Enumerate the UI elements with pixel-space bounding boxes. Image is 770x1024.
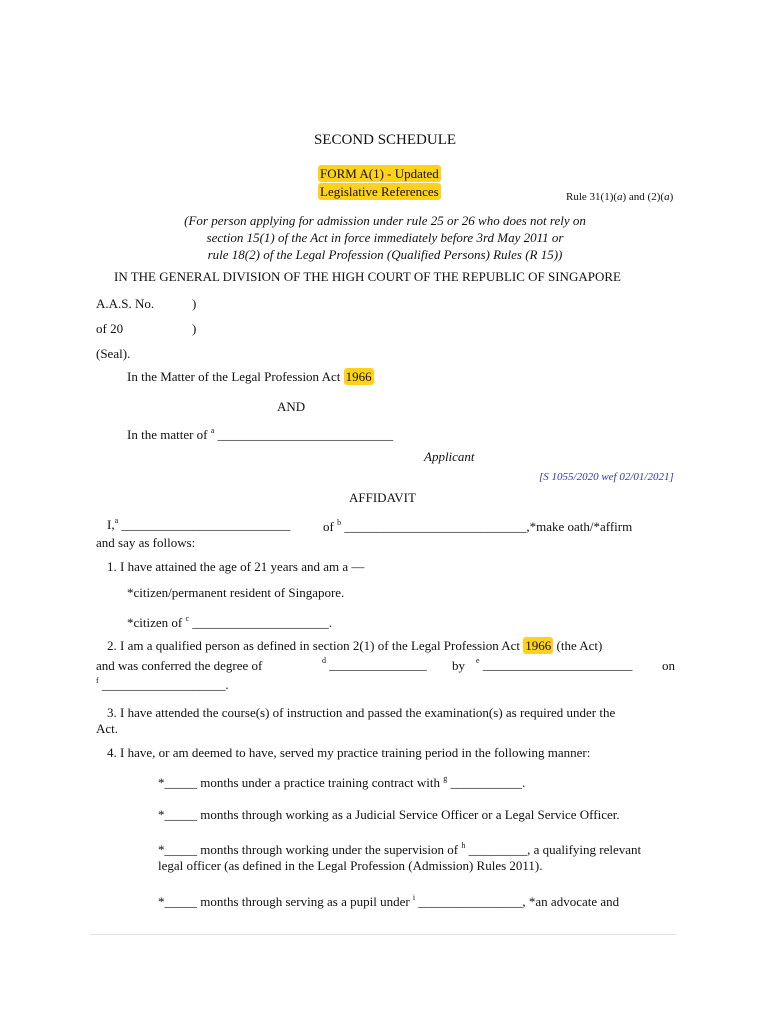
item-2-institution-blank: $^e$ _______________________	[476, 656, 633, 672]
act-year-highlight: 1966	[345, 369, 372, 384]
oath-line-2: and say as follows:	[96, 535, 196, 550]
amendment-reference: [S 1055/2020 wef 02/01/2021]	[539, 471, 674, 483]
item-4-option-3-cont: legal officer (as defined in the Legal Profession (Admission) Rules 2011).	[158, 858, 543, 873]
item-1-option-2: *citizen of $^c$ _____________________.	[127, 614, 333, 630]
item-1: 1. I have attained the age of 21 years and am a —	[107, 559, 365, 574]
item-4-option-1: *_____ months under a practice training contract with $^g$ ___________.	[158, 774, 526, 790]
item-2-by: by	[452, 658, 465, 673]
page-divider	[90, 934, 676, 935]
subtitle-line-3: rule 18(2) of the Legal Profession (Qualified Persons) Rules (R 15))	[207, 247, 563, 262]
act-year-highlight-2: 1966	[525, 638, 552, 653]
seal-label: (Seal).	[96, 346, 131, 361]
oath-i: I,$^a$ __________________________	[107, 516, 291, 532]
aas-number-label: A.A.S. No.	[96, 296, 155, 311]
rule-reference: Rule 31(1)(a) and (2)(a)	[566, 191, 674, 203]
subtitle-line-2: section 15(1) of the Act in force immediately before 3rd May 2011 or	[206, 230, 564, 245]
item-4: 4. I have, or am deemed to have, served my practice training period in the following manner:	[107, 745, 591, 760]
item-3-cont: Act.	[96, 721, 119, 736]
item-2-date-blank: $^f$ ___________________.	[96, 676, 229, 692]
form-title-line-1: FORM A(1) - Updated	[320, 166, 439, 181]
affidavit-title: AFFIDAVIT	[349, 490, 416, 505]
item-2-degree-blank: $^d$ _______________	[322, 656, 427, 672]
item-2-on: on	[662, 658, 675, 673]
schedule-title: SECOND SCHEDULE	[313, 132, 457, 148]
item-2: 2. I am a qualified person as defined in section 2(1) of the Legal Profession Act 1966 (the Act)	[107, 638, 603, 653]
item-4-option-2: *_____ months through working as a Judicial Service Officer or a Legal Service Officer.	[158, 807, 620, 822]
oath-of: of $^b$ ____________________________,*make oath/*affirm	[323, 518, 633, 534]
year-bracket: )	[192, 321, 197, 336]
subtitle-line-1: (For person applying for admission under rule 25 or 26 who does not rely on	[184, 213, 586, 228]
form-title-block	[318, 165, 441, 201]
matter-line: In the Matter of the Legal Profession Act 1966	[127, 369, 372, 384]
item-3: 3. I have attended the course(s) of instruction and passed the examination(s) as required under the	[107, 705, 616, 720]
applicant-label: Applicant	[424, 449, 475, 464]
matter-of-line: In the matter of $^a$ ___________________________	[127, 426, 394, 442]
aas-bracket: )	[192, 296, 197, 311]
item-4-option-3: *_____ months through working under the supervision of $^h$ _________, a qualifying relevant	[158, 841, 642, 857]
court-heading: IN THE GENERAL DIVISION OF THE HIGH COURT OF THE REPUBLIC OF SINGAPORE	[114, 269, 621, 284]
year-label: of 20	[96, 321, 124, 336]
item-4-option-4: *_____ months through serving as a pupil under $^i$ ________________, *an advocate and	[158, 893, 620, 909]
item-2-degree: and was conferred the degree of	[96, 658, 263, 673]
form-subtitle	[0, 212, 770, 263]
form-title-line-2: Legislative References	[320, 184, 439, 199]
and-separator: AND	[277, 399, 306, 414]
item-1-option-1: *citizen/permanent resident of Singapore.	[127, 585, 345, 600]
